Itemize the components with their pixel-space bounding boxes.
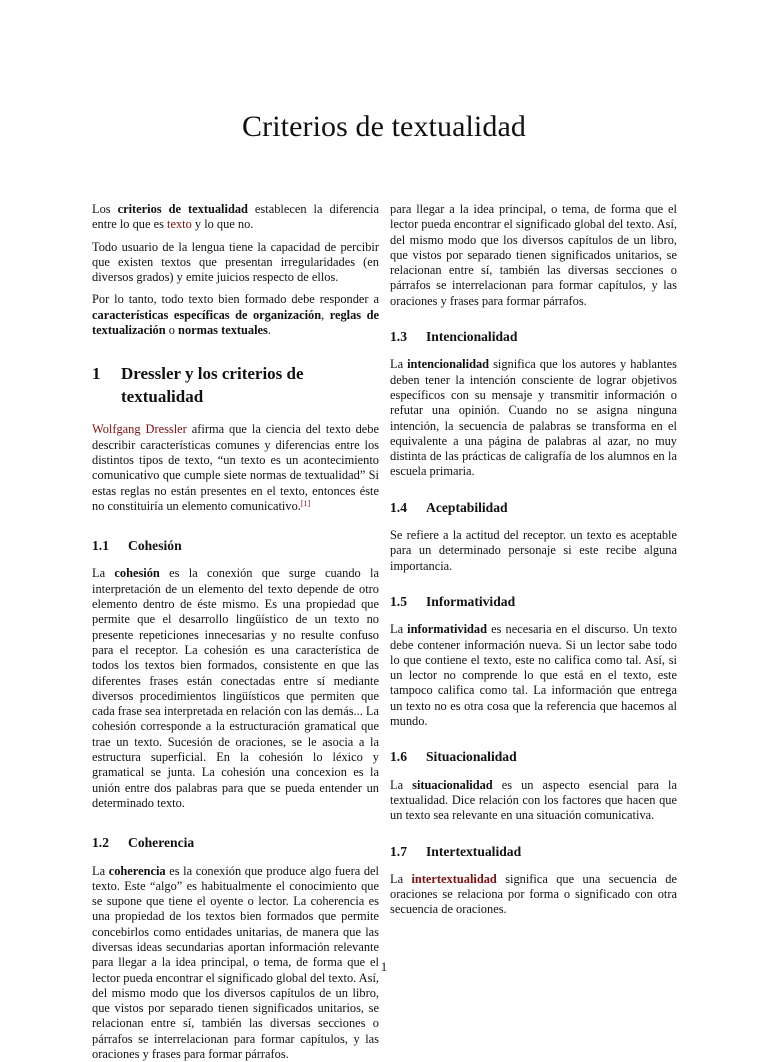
subsection-heading-1-6	[390, 749, 677, 764]
subsection-title: Informatividad	[426, 593, 516, 609]
citation-link[interactable]: [1]	[300, 498, 311, 508]
section-heading-1	[92, 362, 379, 408]
text: Por lo tanto, todo texto bien formado debe responder a	[92, 292, 379, 307]
subsection-title: Intencionalidad	[426, 329, 518, 345]
text: ,	[321, 307, 330, 322]
subsection-number: 1.6	[390, 749, 407, 765]
term-criterios: criterios de textualidad	[117, 202, 248, 216]
link-texto[interactable]: texto	[167, 217, 192, 232]
term: informatividad	[407, 622, 488, 637]
term: situacionalidad	[412, 777, 493, 792]
subsection-number: 1.3	[390, 329, 407, 345]
subsection-number: 1.5	[390, 593, 407, 609]
text: establecen la diferencia entre lo que es	[92, 202, 379, 232]
term: normas textuales	[178, 323, 268, 338]
situacionalidad-paragraph	[390, 778, 677, 824]
intencionalidad-paragraph	[390, 357, 677, 479]
coherencia-paragraph-continued: para llegar a la idea principal, o tema, de forma que el lector pueda encontrar el significado global del texto. Así, del mismo modo que los diversos capítulos de un libro, que vistos por separado tienen significados unitarios, se relacionan entre sí, también las diversas secciones o párrafos se interrelacionan para formar capítulos, y las oraciones y frases para formar párrafos.	[390, 202, 677, 308]
left-column	[92, 202, 380, 1062]
text: .	[267, 323, 271, 338]
subsection-heading-1-2	[92, 835, 379, 850]
text: La	[390, 871, 412, 886]
subsection-heading-1-3	[390, 329, 677, 344]
right-column	[390, 202, 677, 925]
term: intencionalidad	[407, 357, 490, 372]
subsection-title: Intertextualidad	[426, 843, 522, 859]
text: La	[390, 622, 408, 637]
term: cohesión	[114, 566, 160, 581]
text: significa que una secuencia de oraciones se relaciona por forma o significado con otra secuencia de oraciones.	[390, 871, 677, 917]
section-title: Dressler y los criterios de textualidad	[121, 364, 304, 407]
subsection-title: Situacionalidad	[426, 749, 517, 765]
subsection-heading-1-4	[390, 500, 677, 515]
intro-paragraph-3	[92, 292, 379, 338]
page-title: Criterios de textualidad	[242, 110, 526, 143]
term: coherencia	[108, 863, 166, 878]
subsection-title: Aceptabilidad	[426, 499, 508, 515]
page-number: 1	[380, 960, 388, 974]
text: La	[390, 777, 413, 792]
subsection-number: 1.1	[92, 538, 109, 554]
section-1-paragraph	[92, 422, 379, 514]
text: La	[92, 566, 115, 581]
subsection-number: 1.2	[92, 835, 109, 851]
aceptabilidad-paragraph: Se refiere a la actitud del receptor. un texto es aceptable para un determinado personaje si este recibe alguna importancia.	[390, 528, 677, 573]
text: La	[92, 863, 109, 878]
intro-paragraph-2: Todo usuario de la lengua tiene la capacidad de percibir que existen textos que presentan irregularidades (en diversos grados) y emite juicios respecto de ellos.	[92, 239, 379, 285]
term: características específicas de organización	[92, 307, 322, 322]
subsection-heading-1-1	[92, 538, 379, 553]
link-intertextualidad[interactable]: intertextualidad	[411, 871, 497, 886]
link-wolfgang-dressler[interactable]: Wolfgang Dressler	[92, 422, 187, 437]
text: es necesaria en el discurso. Un texto debe contener información nueva. Si un lector sabe todo lo que contiene el texto, este no califica como tal. Así, si un lector no comprende lo que está en el texto, este tampoco califica como tal. La información que entrega un texto no es otra cosa que la referencia que hacemos al mundo.	[390, 622, 677, 729]
subsection-title: Cohesión	[128, 538, 182, 554]
intro-paragraph-1	[92, 202, 379, 233]
intertextualidad-paragraph	[390, 872, 677, 918]
subsection-title: Coherencia	[128, 835, 195, 851]
text: La	[390, 357, 408, 372]
coherencia-paragraph	[92, 863, 379, 1062]
text: afirma que la ciencia del texto debe describir características comunes y diferencias entre los distintos tipos de texto, “un texto es un acontecimiento comunicativo que cumple siete normas de textualidad” Si estas reglas no están presentes en el texto, entonces éste no constituiría un elemento comunicativo.	[92, 422, 380, 513]
subsection-number: 1.7	[390, 843, 407, 859]
text: es un aspecto esencial para la textualidad. Dice relación con los factores que hacen que un texto sea relevante en una situación comunicativa.	[390, 777, 677, 823]
informatividad-paragraph	[390, 622, 677, 729]
text: Los	[92, 202, 118, 216]
text: o	[165, 323, 179, 338]
subsection-heading-1-5	[390, 594, 677, 609]
cohesion-paragraph	[92, 566, 379, 811]
text: y lo que no.	[191, 217, 254, 232]
subsection-heading-1-7	[390, 844, 677, 859]
text: es la conexión que surge cuando la interpretación de un elemento del texto depende de otro elemento dentro de éste mismo. Es una propiedad que permite que el desarrollo lingüístico de un texto no presente repeticiones innecesarias y no resulte confuso para el receptor. La cohesión es una característica de todos los textos bien formados, consistente en que las diferentes frases están conectadas entre sí mediante diversos procedimientos lingüísticos que permiten que cada frase sea interpretada en relación con las demás... La cohesión corresponde a la estructuración gramatical que trae un texto. Sucesión de oraciones, se le asocia a la estructura superficial. En la cohesión lo léxico y gramatical se junta. La cohesión una concexion es la unión entre dos palabras para que se pueda entender un determinado texto.	[92, 566, 379, 810]
term: reglas de textualización	[92, 307, 379, 338]
section-number: 1	[92, 364, 101, 384]
text: significa que los autores y hablantes deben tener la intención consciente de lograr objetivos específicos con su mensaje y transmitir información o refutar una opinión. Cuando no se asigna ninguna intención, la secuencia de palabras se transforma en el equivalente a una página de palabras al azar, no muy distinta de las prácticas de caligrafía de los alumnos en la escuela primaria.	[390, 357, 678, 479]
text: es la conexión que produce algo fuera del texto. Este “algo” es habitualmente el conocimiento que se supone que tiene el oyente o lector. La coherencia es una propiedad de los textos bien formados que permite concebirlos como entidades unitarias, de manera que las diversas ideas secundarias aportan información relevante para llegar a la idea principal, o tema, de forma que el lector pueda encontrar el significado global del texto. Así, del mismo modo que los diversos capítulos de un libro, que vistos por separado tienen significados unitarios, se relacionan entre sí, también las diversas secciones o párrafos se interrelacionan para formar capítulos, y las oraciones y frases para formar párrafos.	[92, 863, 379, 1062]
subsection-number: 1.4	[390, 499, 407, 515]
